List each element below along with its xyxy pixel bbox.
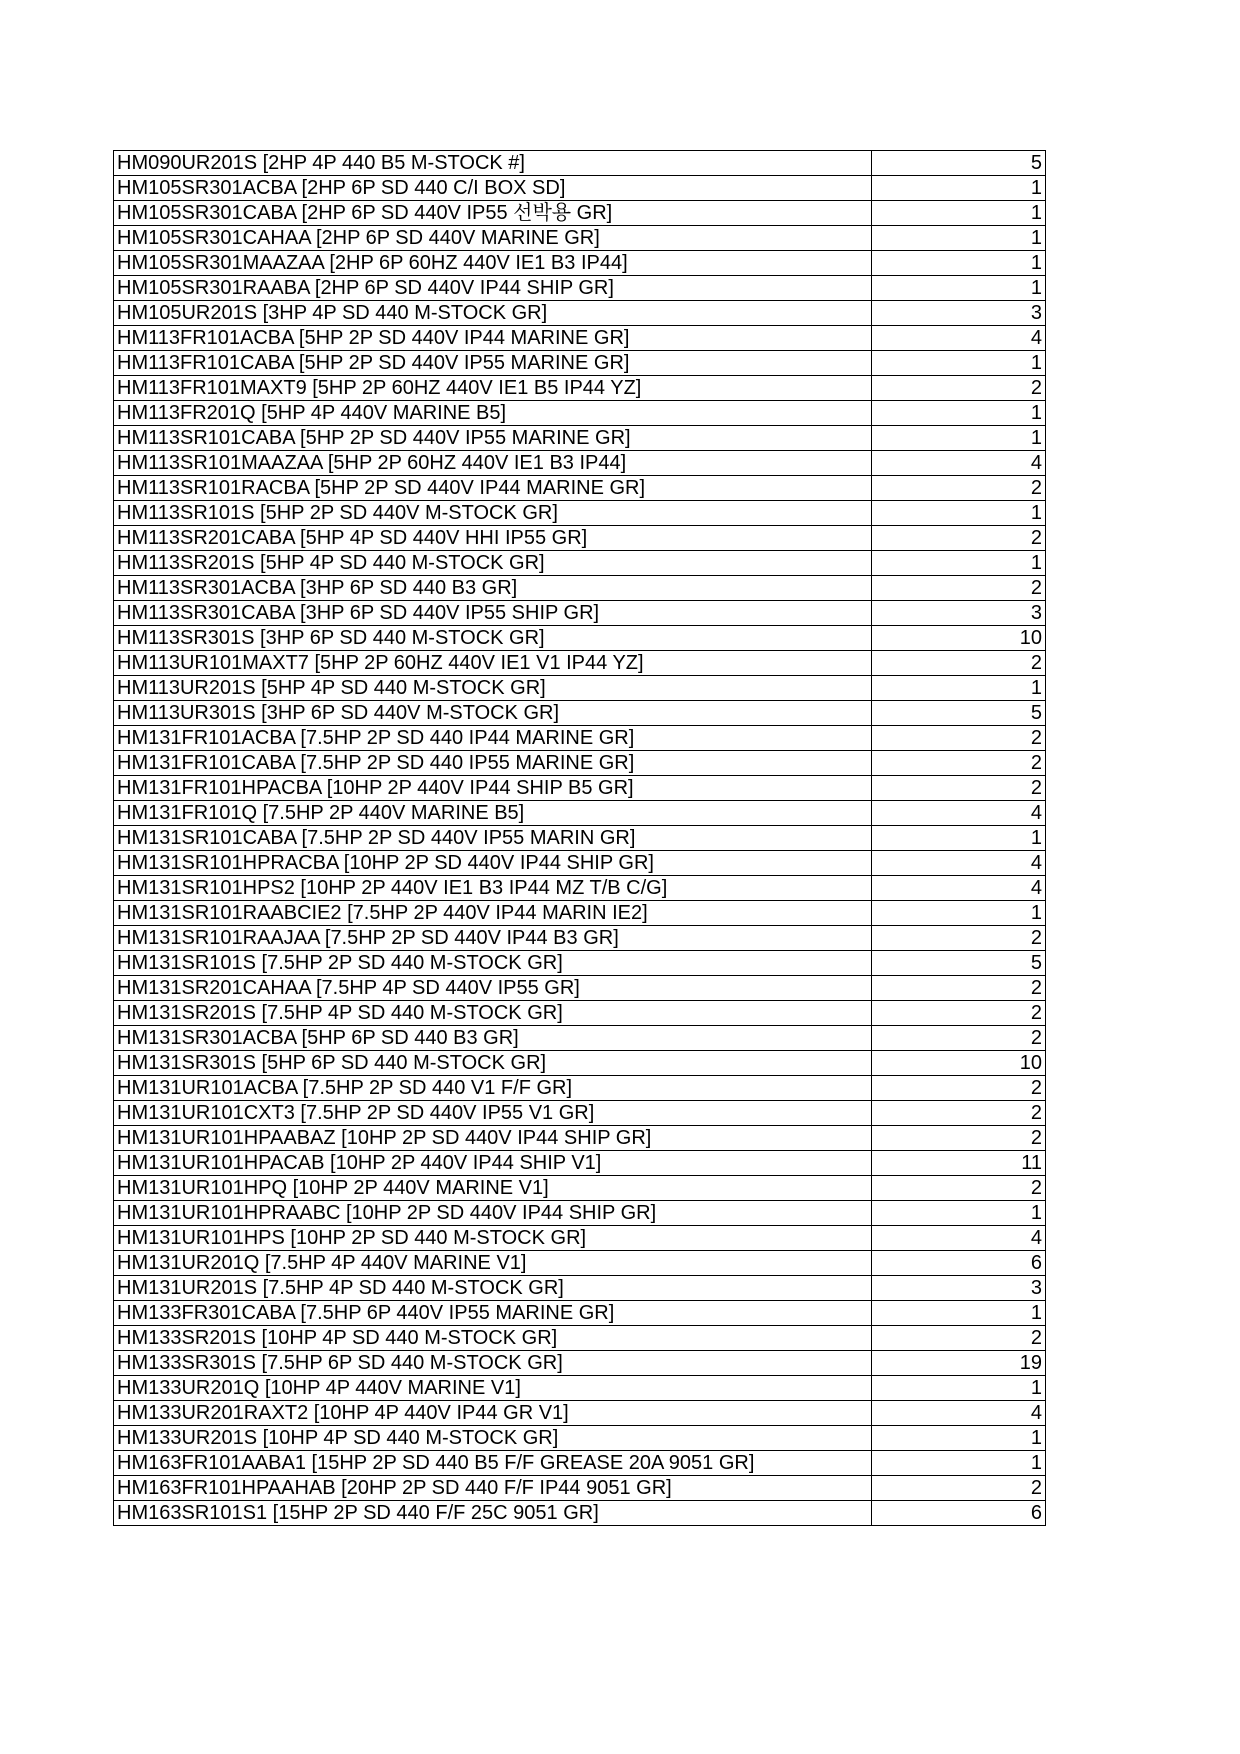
quantity-cell: 6 xyxy=(872,1251,1046,1276)
table-row xyxy=(114,201,1046,226)
quantity-cell: 10 xyxy=(872,1051,1046,1076)
quantity-cell: 1 xyxy=(872,1201,1046,1226)
table-row xyxy=(114,1251,1046,1276)
table-row xyxy=(114,1176,1046,1201)
quantity-cell: 2 xyxy=(872,976,1046,1001)
item-description-cell: HM113SR101CABA [5HP 2P SD 440V IP55 MARINE GR] xyxy=(114,426,872,451)
quantity-cell: 4 xyxy=(872,1401,1046,1426)
quantity-cell: 1 xyxy=(872,551,1046,576)
table-row xyxy=(114,626,1046,651)
item-description-cell: HM133UR201S [10HP 4P SD 440 M-STOCK GR] xyxy=(114,1426,872,1451)
quantity-cell: 4 xyxy=(872,876,1046,901)
quantity-cell: 4 xyxy=(872,451,1046,476)
quantity-cell: 1 xyxy=(872,826,1046,851)
table-row xyxy=(114,951,1046,976)
quantity-cell: 2 xyxy=(872,1476,1046,1501)
quantity-cell: 10 xyxy=(872,626,1046,651)
quantity-cell: 1 xyxy=(872,401,1046,426)
item-description-cell: HM113SR201S [5HP 4P SD 440 M-STOCK GR] xyxy=(114,551,872,576)
table-row xyxy=(114,701,1046,726)
table-row xyxy=(114,1301,1046,1326)
item-description-cell: HM131UR101HPS [10HP 2P SD 440 M-STOCK GR] xyxy=(114,1226,872,1251)
table-row xyxy=(114,276,1046,301)
item-description-cell: HM113SR201CABA [5HP 4P SD 440V HHI IP55 GR] xyxy=(114,526,872,551)
item-description-cell: HM131UR201Q [7.5HP 4P 440V MARINE V1] xyxy=(114,1251,872,1276)
table-row xyxy=(114,1151,1046,1176)
item-description-cell: HM131FR101Q [7.5HP 2P 440V MARINE B5] xyxy=(114,801,872,826)
item-description-cell: HM131FR101CABA [7.5HP 2P SD 440 IP55 MARINE GR] xyxy=(114,751,872,776)
table-row xyxy=(114,551,1046,576)
table-row xyxy=(114,851,1046,876)
quantity-cell: 1 xyxy=(872,1451,1046,1476)
quantity-cell: 5 xyxy=(872,151,1046,176)
quantity-cell: 2 xyxy=(872,1026,1046,1051)
table-row xyxy=(114,651,1046,676)
quantity-cell: 2 xyxy=(872,751,1046,776)
quantity-cell: 2 xyxy=(872,726,1046,751)
quantity-cell: 6 xyxy=(872,1501,1046,1526)
table-row xyxy=(114,801,1046,826)
table-row xyxy=(114,901,1046,926)
quantity-cell: 1 xyxy=(872,251,1046,276)
item-description-cell: HM131UR101CXT3 [7.5HP 2P SD 440V IP55 V1 GR] xyxy=(114,1101,872,1126)
quantity-cell: 1 xyxy=(872,276,1046,301)
quantity-cell: 4 xyxy=(872,801,1046,826)
table-row xyxy=(114,501,1046,526)
quantity-cell: 3 xyxy=(872,301,1046,326)
table-row xyxy=(114,376,1046,401)
item-description-cell: HM131UR101ACBA [7.5HP 2P SD 440 V1 F/F GR] xyxy=(114,1076,872,1101)
item-description-cell: HM163FR101AABA1 [15HP 2P SD 440 B5 F/F GREASE 20A 9051 GR] xyxy=(114,1451,872,1476)
table-row xyxy=(114,251,1046,276)
item-description-cell: HM131SR101RAAJAA [7.5HP 2P SD 440V IP44 B3 GR] xyxy=(114,926,872,951)
item-description-cell: HM133FR301CABA [7.5HP 6P 440V IP55 MARINE GR] xyxy=(114,1301,872,1326)
quantity-cell: 4 xyxy=(872,851,1046,876)
quantity-cell: 1 xyxy=(872,1376,1046,1401)
quantity-cell: 1 xyxy=(872,1426,1046,1451)
table-row xyxy=(114,1351,1046,1376)
quantity-cell: 1 xyxy=(872,226,1046,251)
item-description-cell: HM090UR201S [2HP 4P 440 B5 M-STOCK #] xyxy=(114,151,872,176)
table-row xyxy=(114,1401,1046,1426)
quantity-cell: 1 xyxy=(872,201,1046,226)
quantity-cell: 4 xyxy=(872,1226,1046,1251)
table-row xyxy=(114,1201,1046,1226)
item-description-cell: HM131SR101CABA [7.5HP 2P SD 440V IP55 MARIN GR] xyxy=(114,826,872,851)
item-description-cell: HM163FR101HPAAHAB [20HP 2P SD 440 F/F IP44 9051 GR] xyxy=(114,1476,872,1501)
table-row xyxy=(114,1476,1046,1501)
table-row xyxy=(114,426,1046,451)
quantity-cell: 4 xyxy=(872,326,1046,351)
table-row xyxy=(114,676,1046,701)
quantity-cell: 11 xyxy=(872,1151,1046,1176)
table-row xyxy=(114,1101,1046,1126)
quantity-cell: 2 xyxy=(872,1126,1046,1151)
table-row xyxy=(114,1026,1046,1051)
quantity-cell: 19 xyxy=(872,1351,1046,1376)
item-description-cell: HM131FR101HPACBA [10HP 2P 440V IP44 SHIP B5 GR] xyxy=(114,776,872,801)
table-row xyxy=(114,301,1046,326)
item-description-cell: HM131SR301S [5HP 6P SD 440 M-STOCK GR] xyxy=(114,1051,872,1076)
table-row xyxy=(114,1451,1046,1476)
table-row xyxy=(114,151,1046,176)
quantity-cell: 5 xyxy=(872,951,1046,976)
quantity-cell: 5 xyxy=(872,701,1046,726)
quantity-cell: 2 xyxy=(872,476,1046,501)
table-row xyxy=(114,826,1046,851)
quantity-cell: 1 xyxy=(872,351,1046,376)
table-row xyxy=(114,351,1046,376)
item-description-cell: HM113UR301S [3HP 6P SD 440V M-STOCK GR] xyxy=(114,701,872,726)
table-row xyxy=(114,476,1046,501)
table-row xyxy=(114,776,1046,801)
item-description-cell: HM131UR101HPAABAZ [10HP 2P SD 440V IP44 SHIP GR] xyxy=(114,1126,872,1151)
quantity-cell: 2 xyxy=(872,1326,1046,1351)
quantity-cell: 2 xyxy=(872,576,1046,601)
item-description-cell: HM131FR101ACBA [7.5HP 2P SD 440 IP44 MARINE GR] xyxy=(114,726,872,751)
item-description-cell: HM131SR301ACBA [5HP 6P SD 440 B3 GR] xyxy=(114,1026,872,1051)
table-row xyxy=(114,1076,1046,1101)
table-row xyxy=(114,601,1046,626)
table-row xyxy=(114,1426,1046,1451)
quantity-cell: 2 xyxy=(872,651,1046,676)
quantity-cell: 3 xyxy=(872,601,1046,626)
item-description-cell: HM113SR101S [5HP 2P SD 440V M-STOCK GR] xyxy=(114,501,872,526)
inventory-table-body xyxy=(114,151,1046,1526)
table-row xyxy=(114,576,1046,601)
quantity-cell: 2 xyxy=(872,926,1046,951)
table-row xyxy=(114,1051,1046,1076)
item-description-cell: HM131SR101HPRACBA [10HP 2P SD 440V IP44 SHIP GR] xyxy=(114,851,872,876)
quantity-cell: 1 xyxy=(872,1301,1046,1326)
table-row xyxy=(114,1501,1046,1526)
item-description-cell: HM131SR201S [7.5HP 4P SD 440 M-STOCK GR] xyxy=(114,1001,872,1026)
table-row xyxy=(114,976,1046,1001)
quantity-cell: 2 xyxy=(872,526,1046,551)
item-description-cell: HM133UR201RAXT2 [10HP 4P 440V IP44 GR V1] xyxy=(114,1401,872,1426)
table-row xyxy=(114,876,1046,901)
item-description-cell: HM163SR101S1 [15HP 2P SD 440 F/F 25C 9051 GR] xyxy=(114,1501,872,1526)
table-row xyxy=(114,1001,1046,1026)
item-description-cell: HM131UR101HPRAABC [10HP 2P SD 440V IP44 SHIP GR] xyxy=(114,1201,872,1226)
item-description-cell: HM131UR101HPQ [10HP 2P 440V MARINE V1] xyxy=(114,1176,872,1201)
table-row xyxy=(114,1376,1046,1401)
item-description-cell: HM133SR301S [7.5HP 6P SD 440 M-STOCK GR] xyxy=(114,1351,872,1376)
table-row xyxy=(114,1326,1046,1351)
item-description-cell: HM131SR101RAABCIE2 [7.5HP 2P 440V IP44 MARIN IE2] xyxy=(114,901,872,926)
table-row xyxy=(114,526,1046,551)
table-row xyxy=(114,726,1046,751)
item-description-cell: HM131UR201S [7.5HP 4P SD 440 M-STOCK GR] xyxy=(114,1276,872,1301)
table-row xyxy=(114,176,1046,201)
item-description-cell: HM131SR201CAHAA [7.5HP 4P SD 440V IP55 GR] xyxy=(114,976,872,1001)
item-description-cell: HM105UR201S [3HP 4P SD 440 M-STOCK GR] xyxy=(114,301,872,326)
item-description-cell: HM105SR301RAABA [2HP 6P SD 440V IP44 SHIP GR] xyxy=(114,276,872,301)
item-description-cell: HM105SR301ACBA [2HP 6P SD 440 C/I BOX SD] xyxy=(114,176,872,201)
table-row xyxy=(114,401,1046,426)
item-description-cell: HM133SR201S [10HP 4P SD 440 M-STOCK GR] xyxy=(114,1326,872,1351)
quantity-cell: 1 xyxy=(872,676,1046,701)
item-description-cell: HM113FR101ACBA [5HP 2P SD 440V IP44 MARINE GR] xyxy=(114,326,872,351)
quantity-cell: 2 xyxy=(872,1176,1046,1201)
quantity-cell: 1 xyxy=(872,501,1046,526)
table-row xyxy=(114,226,1046,251)
quantity-cell: 2 xyxy=(872,1076,1046,1101)
item-description-cell: HM113FR201Q [5HP 4P 440V MARINE B5] xyxy=(114,401,872,426)
item-description-cell: HM113UR101MAXT7 [5HP 2P 60HZ 440V IE1 V1 IP44 YZ] xyxy=(114,651,872,676)
item-description-cell: HM105SR301CABA [2HP 6P SD 440V IP55 선박용 GR] xyxy=(114,201,872,226)
item-description-cell: HM113SR301S [3HP 6P SD 440 M-STOCK GR] xyxy=(114,626,872,651)
quantity-cell: 2 xyxy=(872,1101,1046,1126)
quantity-cell: 2 xyxy=(872,776,1046,801)
item-description-cell: HM133UR201Q [10HP 4P 440V MARINE V1] xyxy=(114,1376,872,1401)
item-description-cell: HM105SR301CAHAA [2HP 6P SD 440V MARINE GR] xyxy=(114,226,872,251)
quantity-cell: 1 xyxy=(872,901,1046,926)
table-row xyxy=(114,1276,1046,1301)
table-row xyxy=(114,751,1046,776)
item-description-cell: HM113SR301ACBA [3HP 6P SD 440 B3 GR] xyxy=(114,576,872,601)
item-description-cell: HM113FR101MAXT9 [5HP 2P 60HZ 440V IE1 B5 IP44 YZ] xyxy=(114,376,872,401)
table-row xyxy=(114,326,1046,351)
item-description-cell: HM113SR301CABA [3HP 6P SD 440V IP55 SHIP GR] xyxy=(114,601,872,626)
quantity-cell: 3 xyxy=(872,1276,1046,1301)
table-row xyxy=(114,451,1046,476)
quantity-cell: 2 xyxy=(872,1001,1046,1026)
quantity-cell: 1 xyxy=(872,176,1046,201)
item-description-cell: HM131SR101HPS2 [10HP 2P 440V IE1 B3 IP44 MZ T/B C/G] xyxy=(114,876,872,901)
table-row xyxy=(114,1126,1046,1151)
item-description-cell: HM105SR301MAAZAA [2HP 6P 60HZ 440V IE1 B3 IP44] xyxy=(114,251,872,276)
item-description-cell: HM131SR101S [7.5HP 2P SD 440 M-STOCK GR] xyxy=(114,951,872,976)
item-description-cell: HM113FR101CABA [5HP 2P SD 440V IP55 MARINE GR] xyxy=(114,351,872,376)
inventory-table xyxy=(113,150,1046,1526)
quantity-cell: 2 xyxy=(872,376,1046,401)
quantity-cell: 1 xyxy=(872,426,1046,451)
table-row xyxy=(114,926,1046,951)
item-description-cell: HM131UR101HPACAB [10HP 2P 440V IP44 SHIP V1] xyxy=(114,1151,872,1176)
table-row xyxy=(114,1226,1046,1251)
item-description-cell: HM113SR101MAAZAA [5HP 2P 60HZ 440V IE1 B3 IP44] xyxy=(114,451,872,476)
item-description-cell: HM113SR101RACBA [5HP 2P SD 440V IP44 MARINE GR] xyxy=(114,476,872,501)
item-description-cell: HM113UR201S [5HP 4P SD 440 M-STOCK GR] xyxy=(114,676,872,701)
